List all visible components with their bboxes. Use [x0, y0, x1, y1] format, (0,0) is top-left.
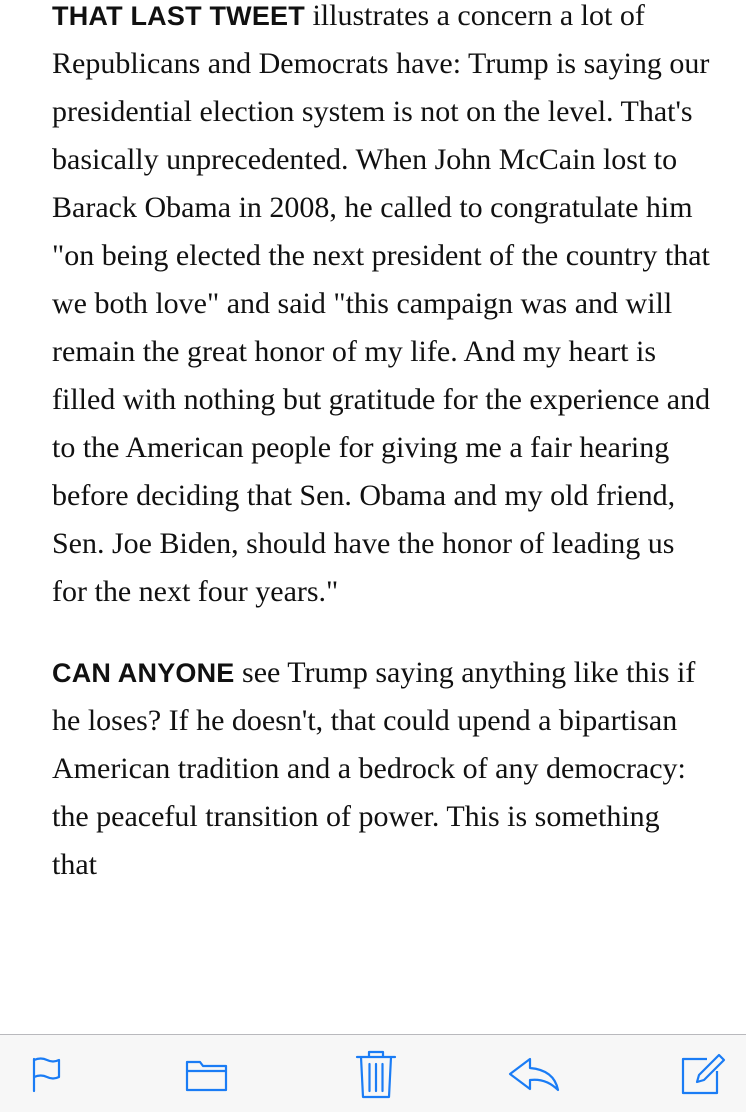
- reply-icon: [506, 1054, 562, 1094]
- article-paragraph: [52, 0, 712, 616]
- paragraph-lead: CAN ANYONE: [52, 658, 235, 688]
- move-to-folder-button[interactable]: [167, 1035, 247, 1113]
- flag-button[interactable]: [6, 1035, 86, 1113]
- message-body: [52, 0, 712, 1030]
- compose-button[interactable]: [662, 1035, 742, 1113]
- mail-toolbar: [0, 1034, 746, 1112]
- paragraph-text: see Trump saying anything like this if he loses? If he doesn't, that could upend a bipartisan American tradition and a bedrock of any democracy: the peaceful transition of power. This is something that: [52, 656, 696, 881]
- flag-icon: [26, 1054, 66, 1094]
- folder-icon: [183, 1054, 231, 1094]
- paragraph-lead: THAT LAST TWEET: [52, 1, 305, 31]
- trash-icon: [354, 1048, 398, 1100]
- reply-button[interactable]: [494, 1035, 574, 1113]
- article-paragraph: [52, 649, 712, 889]
- trash-button[interactable]: [336, 1035, 416, 1113]
- compose-icon: [677, 1049, 727, 1099]
- paragraph-text: illustrates a concern a lot of Republicans and Democrats have: Trump is saying our presidential election system is not on the level. That's basically unprecedented. When John McCain lost to Barack Obama in 2008, he called to congratulate him "on being elected the next president of the country that we both love" and said "this campaign was and will remain the great honor of my life. And my heart is filled with nothing but gratitude for the experience and to the American people for giving me a fair hearing before deciding that Sen. Obama and my old friend, Sen. Joe Biden, should have the honor of leading us for the next four years.": [52, 0, 711, 608]
